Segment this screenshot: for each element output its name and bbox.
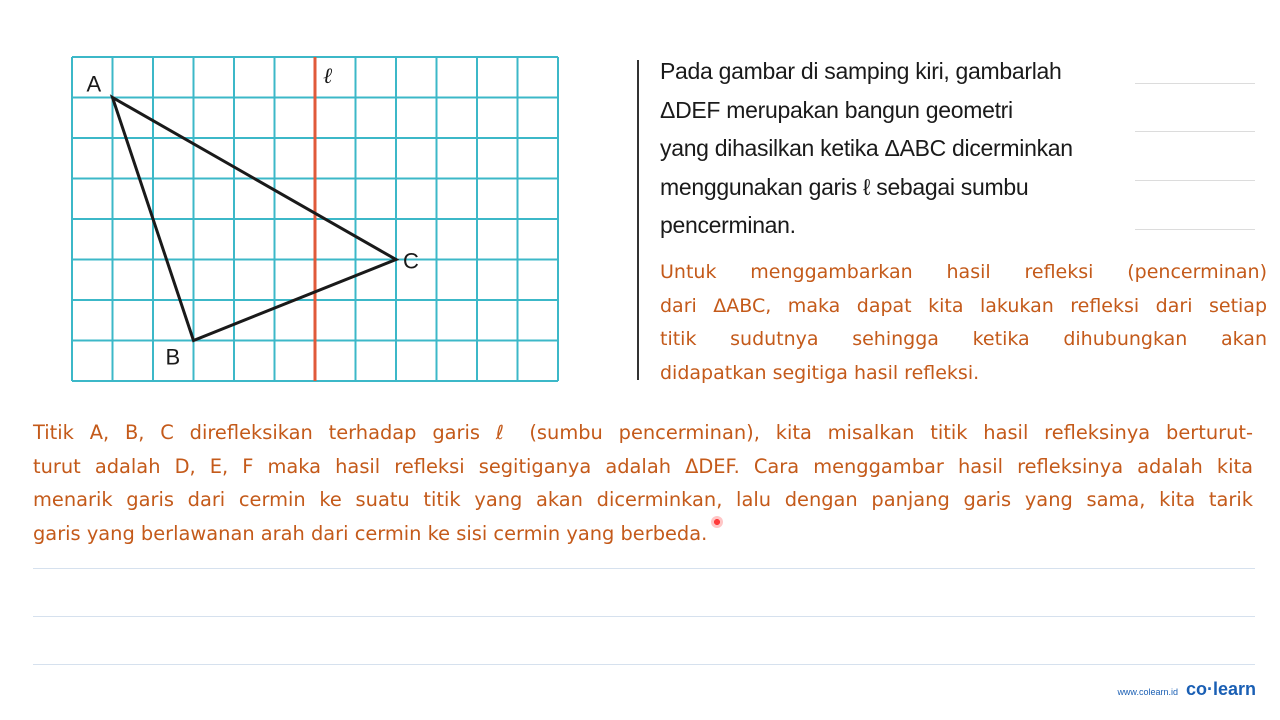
answer-rule bbox=[1135, 229, 1255, 230]
vertex-label-c: C bbox=[403, 248, 419, 274]
question-line: pencerminan. bbox=[660, 212, 796, 238]
ruled-line bbox=[33, 568, 1255, 569]
column-divider bbox=[637, 60, 639, 380]
footer-branding bbox=[1117, 679, 1256, 700]
explanation-line: Untuk menggambarkan hasil refleksi (pencerminan) bbox=[660, 261, 1267, 283]
laser-pointer bbox=[711, 516, 723, 528]
solution-line: menarik garis dari cermin ke suatu titik yang akan dicerminkan, lalu dengan panjang garis yang sama, kita tarik bbox=[33, 488, 1253, 511]
vertex-label-b: B bbox=[165, 344, 181, 370]
question-line: menggunakan garis ℓ sebagai sumbu bbox=[660, 173, 1029, 200]
solution-line: Titik A, B, C direfleksikan terhadap garis ℓ (sumbu pencerminan), kita misalkan titik hasil refleksinya berturut- bbox=[33, 421, 1253, 444]
footer-site[interactable]: www.colearn.id bbox=[1117, 687, 1178, 697]
explanation-line: titik sudutnya sehingga ketika dihubungkan akan bbox=[660, 328, 1267, 350]
question-text bbox=[660, 52, 1130, 245]
explanation-line: didapatkan segitiga hasil refleksi. bbox=[660, 361, 980, 384]
ruled-line bbox=[33, 664, 1255, 665]
question-line: Pada gambar di samping kiri, gambarlah bbox=[660, 58, 1062, 84]
solution-line: turut adalah D, E, F maka hasil refleksi segitiganya adalah ΔDEF. Cara menggambar hasil refleksinya adalah kita bbox=[33, 454, 1253, 478]
grid-figure bbox=[0, 0, 640, 400]
answer-rule bbox=[1135, 131, 1255, 132]
question-line: ΔDEF merupakan bangun geometri bbox=[660, 96, 1013, 123]
mirror-line-label: ℓ bbox=[323, 64, 333, 89]
ruled-line bbox=[33, 616, 1255, 617]
question-line: yang dihasilkan ketika ΔABC dicerminkan bbox=[660, 135, 1073, 161]
explanation-text bbox=[660, 256, 1267, 390]
answer-rule bbox=[1135, 180, 1255, 181]
solution-text bbox=[33, 416, 1253, 550]
vertex-label-a: A bbox=[86, 71, 102, 97]
explanation-line: dari ΔABC, maka dapat kita lakukan refleksi dari setiap bbox=[660, 294, 1267, 317]
colearn-logo: co·learn bbox=[1185, 679, 1256, 699]
solution-line: garis yang berlawanan arah dari cermin ke sisi cermin yang berbeda. bbox=[33, 521, 708, 545]
answer-rule bbox=[1135, 83, 1255, 84]
